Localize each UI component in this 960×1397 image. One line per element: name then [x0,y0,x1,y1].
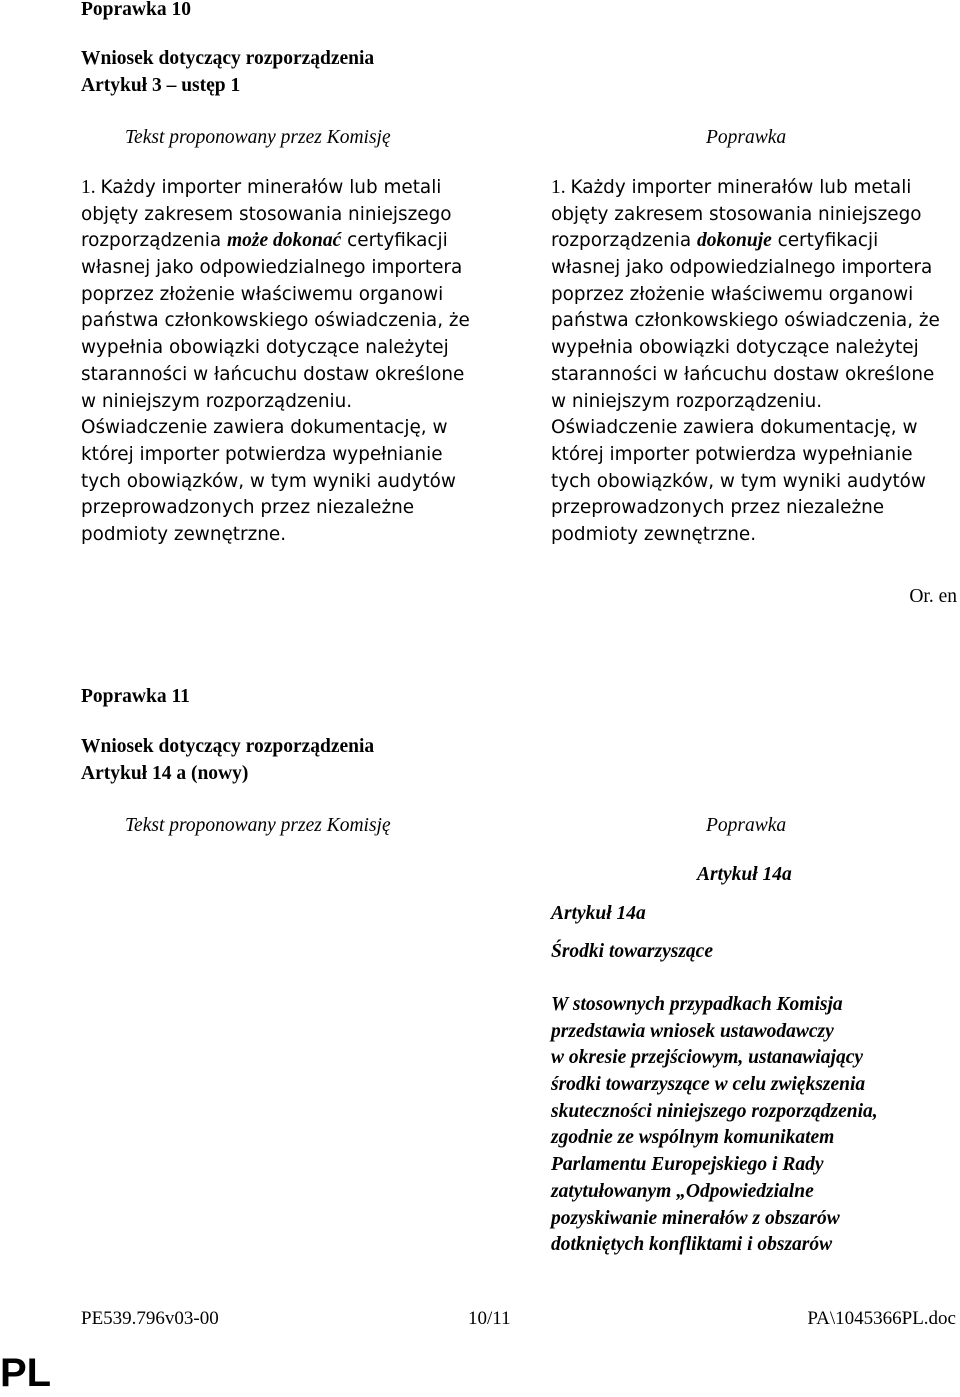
text-line: przeprowadzonych przez niezależne [551,497,885,519]
amendment-10-heading: Poprawka 10 [81,0,191,20]
text-line: przedstawia wniosek ustawodawczy [551,1020,834,1042]
text-line: poprzez złożenie właściwemu organowi [551,283,914,305]
text-line: 1. Każdy importer minerałów lub metali [551,177,912,198]
text-line: podmioty zewnętrzne. [551,523,757,545]
amendment-11-heading: Poprawka 11 [81,686,190,707]
text-line: własnej jako odpowiedzialnego importera [81,257,463,279]
text-line: pozyskiwanie minerałów z obszarów [551,1207,840,1229]
changed-text: może dokonać [227,230,342,252]
text-line: wypełnia obowiązki dotyczące należytej [81,337,449,359]
text-line: skuteczności niniejszego rozporządzenia, [551,1100,878,1122]
text-line: której importer potwierdza wypełnianie [81,443,443,465]
text-line: dotkniętych konfliktami i obszarów [551,1234,833,1256]
text-line: w niniejszym rozporządzeniu. [551,390,823,412]
text-line: staranności w łańcuchu dostaw określone [551,363,935,385]
amendment-10-left-header: Tekst proponowany przez Komisję [125,127,391,148]
text-line: podmioty zewnętrzne. [81,523,287,545]
text-line: państwa członkowskiego oświadczenia, że [81,310,470,332]
amendment-11-left-header: Tekst proponowany przez Komisję [125,815,391,836]
footer-page-number: 10/11 [468,1308,511,1329]
changed-text: dokonuje [697,230,772,252]
text-line: rozporządzenia może dokonać certyfikacji [81,230,448,252]
amendment-10-left-text [81,175,470,549]
text-line: zatytułowanym „Odpowiedzialne [551,1180,814,1202]
text-line: środki towarzyszące w celu zwiększenia [551,1074,866,1096]
text-line: zgodnie ze wspólnym komunikatem [551,1127,835,1149]
text-line: W stosownych przypadkach Komisja [551,994,843,1015]
amendment-11-article-title: Artykuł 14a [551,903,646,924]
text-line: w okresie przejściowym, ustanawiający [551,1047,863,1069]
amendment-10-article: Artykuł 3 – ustęp 1 [81,75,241,96]
text-line: Oświadczenie zawiera dokumentację, w [551,417,918,439]
footer-doc-ref: PE539.796v03-00 [81,1308,219,1329]
amendment-10-right-text [551,175,940,549]
text-line: tych obowiązków, w tym wyniki audytów [551,470,926,492]
text-line: staranności w łańcuchu dostaw określone [81,363,465,385]
text-line: Oświadczenie zawiera dokumentację, w [81,417,448,439]
text-line: przeprowadzonych przez niezależne [81,497,415,519]
amendment-10-right-header: Poprawka [706,127,787,148]
text-line: objęty zakresem stosowania niniejszego [551,203,922,225]
amendment-11-body [551,992,878,1259]
amendment-10-proposal: Wniosek dotyczący rozporządzenia [81,48,375,69]
text-line: 1. Każdy importer minerałów lub metali [81,177,442,198]
amendment-11-subtitle: Środki towarzyszące [551,941,713,962]
text-line: tych obowiązków, w tym wyniki audytów [81,470,456,492]
text-line: wypełnia obowiązki dotyczące należytej [551,337,919,359]
amendment-11-article-centered: Artykuł 14a [697,864,792,885]
amendment-11-proposal: Wniosek dotyczący rozporządzenia [81,736,375,757]
language-code: PL [0,1351,52,1395]
amendment-11-article: Artykuł 14 a (nowy) [81,763,249,784]
amendment-11-right-header: Poprawka [706,815,787,836]
text-line: państwa członkowskiego oświadczenia, że [551,310,940,332]
text-line: Parlamentu Europejskiego i Rady [551,1154,824,1176]
footer-file-name: PA\1045366PL.doc [807,1308,956,1329]
text-line: której importer potwierdza wypełnianie [551,443,913,465]
text-line: objęty zakresem stosowania niniejszego [81,203,452,225]
text-line: własnej jako odpowiedzialnego importera [551,257,933,279]
text-line: rozporządzenia dokonuje certyfikacji [551,230,879,252]
text-line: poprzez złożenie właściwemu organowi [81,283,444,305]
text-line: w niniejszym rozporządzeniu. [81,390,353,412]
original-language: Or. en [909,586,957,607]
